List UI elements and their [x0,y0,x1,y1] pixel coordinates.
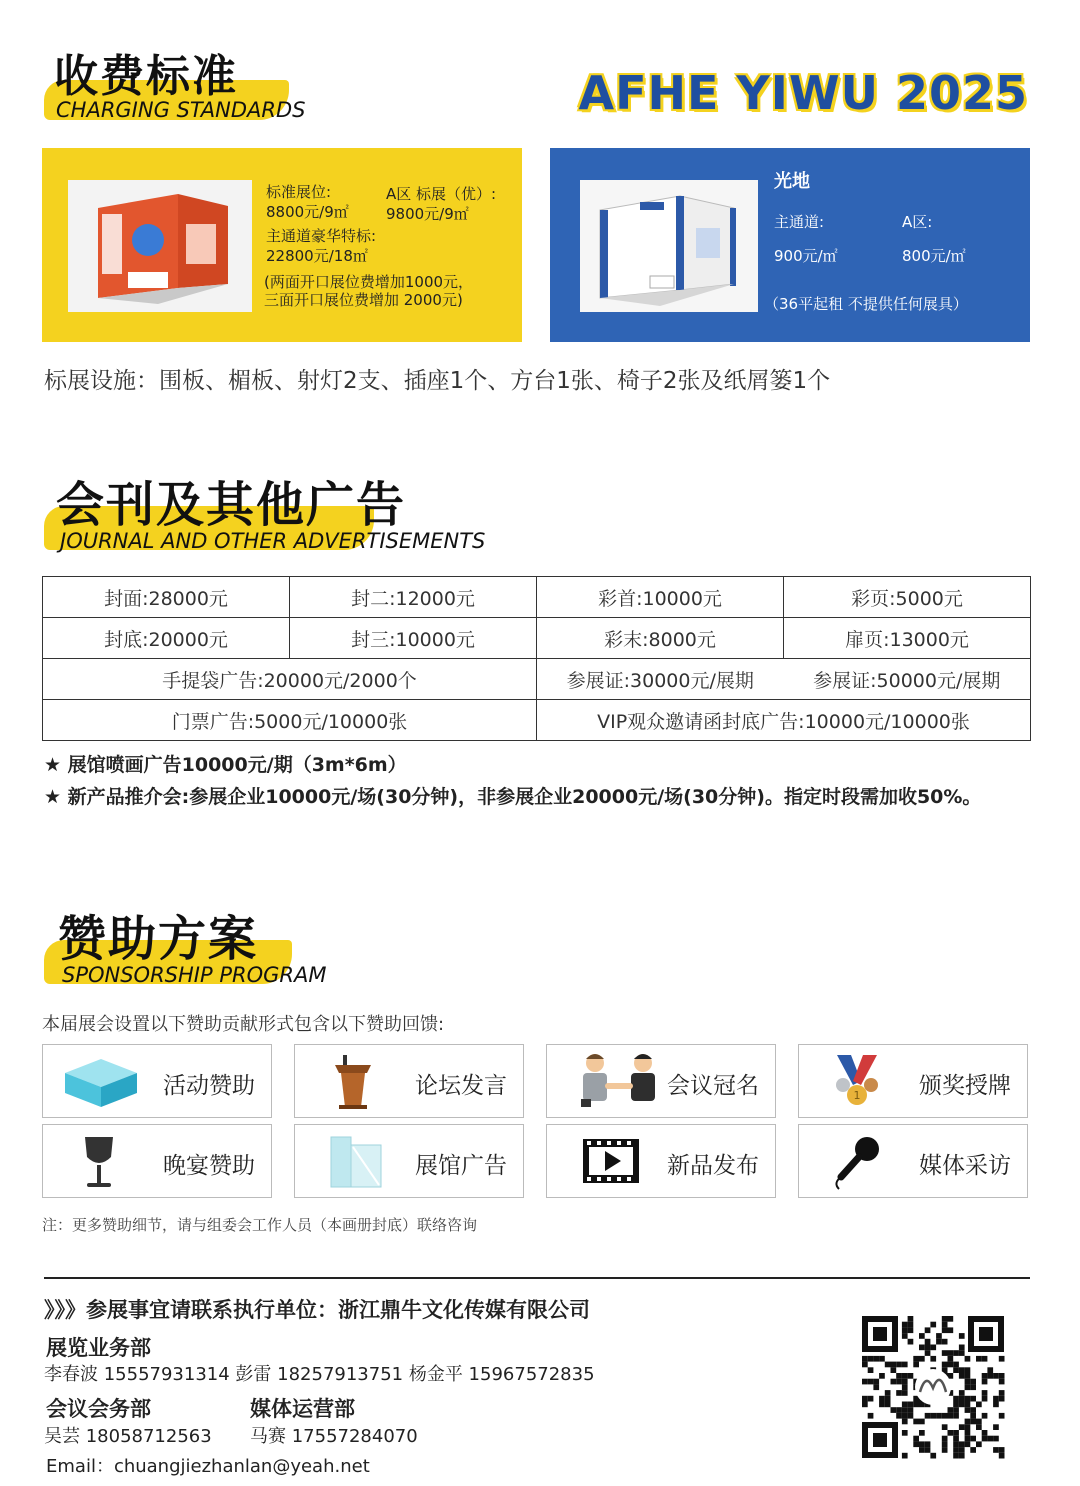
qr-module [993,1424,999,1430]
qr-module [902,1419,908,1425]
qr-module [953,1362,959,1368]
heading-en: SPONSORSHIP PROGRAM [62,963,327,987]
qr-module [919,1430,925,1436]
qr-module [948,1356,954,1362]
dept-exhibition: 展览业务部 [46,1336,151,1360]
qr-module [942,1339,948,1345]
qr-module [942,1362,948,1368]
qr-module [902,1322,908,1328]
qr-module [942,1441,948,1447]
qr-module [902,1384,908,1390]
opening-note-2: 三面开口展位费增加 2000元) [264,291,463,309]
qr-module [965,1436,971,1442]
qr-module [862,1356,868,1362]
qr-code[interactable] [858,1312,1008,1462]
qr-module [959,1373,965,1379]
qr-module [999,1373,1005,1379]
sponsor-item-label: 媒体采访 [919,1153,1011,1179]
qr-module [959,1350,965,1356]
qr-module [862,1402,868,1408]
contact-organizer: 》》》参展事宜请联系执行单位：浙江鼎牛文化传媒有限公司 [44,1298,590,1322]
qr-module [959,1453,965,1459]
table-cell: 彩页:5000元 [784,577,1031,618]
qr-module [942,1436,948,1442]
qr-module [970,1379,976,1385]
brand-title: AFHE YIWU 2025 [578,66,1028,120]
sponsor-item-label: 新品发布 [667,1153,759,1179]
qr-module [953,1350,959,1356]
qr-module [902,1379,908,1385]
qr-module [953,1453,959,1459]
qr-module [953,1413,959,1419]
qr-module [925,1413,931,1419]
qr-module [970,1436,976,1442]
qr-module [885,1390,891,1396]
qr-module [862,1379,868,1385]
heading-cn: 会刊及其他广告 [56,477,407,533]
qr-module [936,1333,942,1339]
qr-module [959,1396,965,1402]
section-heading-charging [44,38,344,128]
qr-module [959,1367,965,1373]
qr-module [965,1430,971,1436]
qr-module [999,1396,1005,1402]
qr-module [948,1362,954,1368]
sponsor-item-label: 会议冠名 [667,1073,759,1099]
qr-module [970,1384,976,1390]
qr-module [953,1441,959,1447]
qr-module [902,1402,908,1408]
qr-module [959,1333,965,1339]
table-cell: 手提袋广告:20000元/2000个 [43,659,537,700]
qr-module [999,1453,1005,1459]
qr-module [999,1379,1005,1385]
qr-module [987,1373,993,1379]
cube-icon [61,1051,141,1111]
qr-module [925,1327,931,1333]
qr-module [953,1430,959,1436]
qr-module [942,1327,948,1333]
qr-module [919,1419,925,1425]
qr-module [982,1436,988,1442]
table-row [43,659,1031,700]
qr-module [976,1424,982,1430]
qr-module [965,1396,971,1402]
qr-module [908,1316,914,1322]
qr-module [913,1436,919,1442]
qr-module [999,1413,1005,1419]
qr-module [982,1379,988,1385]
qr-module [919,1441,925,1447]
qr-module [913,1441,919,1447]
dept-exhibition-contacts: 李春波 15557931314 彭雷 18257913751 杨金平 15967572835 [44,1364,595,1385]
microphone-icon [827,1131,907,1191]
standard-booth-panel [42,148,522,342]
sponsor-item-event [42,1044,272,1118]
qr-module [885,1402,891,1408]
qr-module [965,1407,971,1413]
wine-glass-icon [69,1131,149,1191]
qr-module [976,1419,982,1425]
qr-module [948,1316,954,1322]
qr-module [930,1413,936,1419]
qr-module [913,1362,919,1368]
qr-module [902,1453,908,1459]
qr-module [965,1373,971,1379]
qr-module [965,1367,971,1373]
sponsor-item-award [798,1044,1028,1118]
qr-module [942,1316,948,1322]
table-cell: 门票广告:5000元/10000张 [43,700,537,741]
dept-media-contacts: 马赛 17557284070 [250,1426,418,1447]
qr-module [891,1379,897,1385]
sponsor-item-forum [294,1044,524,1118]
qr-module [913,1419,919,1425]
qr-module [959,1441,965,1447]
qr-module [953,1367,959,1373]
qr-module [970,1396,976,1402]
qr-module [970,1407,976,1413]
sponsor-item-label: 展馆广告 [415,1153,507,1179]
raw-a-zone-label: A区: [902,213,933,231]
qr-module [902,1390,908,1396]
qr-module [885,1362,891,1368]
qr-module [919,1356,925,1362]
qr-module [970,1419,976,1425]
qr-module [982,1356,988,1362]
podium-icon [313,1051,393,1111]
qr-module [868,1367,874,1373]
qr-module [993,1373,999,1379]
section-heading-advertising [44,466,564,556]
sponsor-item-launch [546,1124,776,1198]
qr-module [953,1447,959,1453]
qr-module [948,1413,954,1419]
qr-module [873,1356,879,1362]
qr-module [982,1413,988,1419]
qr-module [970,1447,976,1453]
qr-module [942,1413,948,1419]
qr-module [902,1430,908,1436]
qr-module [902,1413,908,1419]
sponsor-item-banquet [42,1124,272,1198]
sponsor-item-label: 论坛发言 [415,1073,507,1099]
dept-media: 媒体运营部 [250,1397,355,1421]
qr-module [948,1407,954,1413]
qr-module [987,1436,993,1442]
qr-module [930,1453,936,1459]
qr-module [959,1447,965,1453]
raw-space-panel [550,148,1030,342]
qr-module [936,1413,942,1419]
section-heading-sponsorship [44,900,404,990]
qr-module [993,1436,999,1442]
table-cell: 彩末:8000元 [537,618,784,659]
qr-module [919,1333,925,1339]
qr-module [965,1441,971,1447]
qr-module [993,1402,999,1408]
qr-module [942,1350,948,1356]
qr-module [902,1407,908,1413]
heading-cn: 赞助方案 [58,911,259,967]
qr-module [908,1322,914,1328]
raw-space-note: （36平起租 不提供任何展具） [764,295,968,313]
qr-module [879,1356,885,1362]
qr-module [948,1327,954,1333]
qr-module [965,1419,971,1425]
qr-module [908,1402,914,1408]
qr-module [896,1362,902,1368]
sponsor-item-label: 颁奖授牌 [919,1073,1011,1099]
qr-module [885,1396,891,1402]
standard-facilities: 标展设施：围板、楣板、射灯2支、插座1个、方台1张、椅子2张及纸屑篓1个 [44,368,831,394]
qr-module [948,1350,954,1356]
table-cell: 封底:20000元 [43,618,290,659]
qr-module [868,1379,874,1385]
qr-module [896,1407,902,1413]
raw-space-title: 光地 [774,171,810,192]
standard-booth-image [68,180,252,312]
qr-module [999,1447,1005,1453]
contact-email: Email：chuangjiezhanlan@yeah.net [46,1456,370,1477]
qr-module [982,1396,988,1402]
qr-module [953,1436,959,1442]
qr-module [953,1407,959,1413]
table-row [43,618,1031,659]
qr-module [976,1441,982,1447]
qr-module [896,1390,902,1396]
qr-module [993,1396,999,1402]
sponsor-item-label: 活动赞助 [163,1073,255,1099]
qr-module [999,1390,1005,1396]
table-row [43,577,1031,618]
qr-module [959,1402,965,1408]
qr-module [902,1362,908,1368]
qr-module [993,1447,999,1453]
qr-module [902,1333,908,1339]
qr-module [908,1339,914,1345]
a-zone-label: A区 标展（优）: [386,185,497,203]
qr-module [942,1447,948,1453]
raw-a-zone-price: 800元/㎡ [902,247,966,265]
qr-module [965,1402,971,1408]
standard-booth-label: 标准展位: [266,183,332,201]
dept-conference: 会议会务部 [46,1397,151,1421]
main-aisle-price: 22800元/18㎡ [266,247,368,265]
qr-module [930,1356,936,1362]
qr-module [879,1402,885,1408]
qr-module [902,1373,908,1379]
qr-module [908,1327,914,1333]
film-play-icon [579,1131,659,1191]
table-row [43,700,1031,741]
qr-module [987,1367,993,1373]
qr-module [925,1339,931,1345]
qr-module [908,1407,914,1413]
glass-panel-icon [325,1131,405,1191]
sponsor-item-label: 晚宴赞助 [163,1153,255,1179]
raw-space-image [580,180,758,312]
qr-module [965,1379,971,1385]
qr-module [930,1345,936,1351]
table-cell: 参展证:30000元/展期 [537,659,784,700]
svg-text:1: 1 [853,1089,861,1102]
heading-en: CHARGING STANDARDS [56,98,306,122]
qr-module [982,1373,988,1379]
qr-module [959,1390,965,1396]
qr-module [868,1356,874,1362]
ad-note-product-launch: ★ 新产品推介会:参展企业10000元/场(30分钟)，非参展企业20000元/场(30分钟)。指定时段需加收50%。 [44,786,982,808]
qr-module [936,1339,942,1345]
standard-booth-price: 8800元/9㎡ [266,203,349,221]
qr-module [942,1322,948,1328]
qr-module [908,1373,914,1379]
heading-cn: 收费标准 [54,51,238,102]
qr-module [925,1350,931,1356]
qr-module [891,1367,897,1373]
sponsorship-note: 注：更多赞助细节，请与组委会工作人员（本画册封底）联络咨询 [42,1216,478,1234]
handshake-icon [571,1051,667,1111]
qr-module [942,1424,948,1430]
qr-module [925,1447,931,1453]
qr-module [953,1396,959,1402]
qr-module [953,1402,959,1408]
qr-module [896,1373,902,1379]
table-cell: 扉页:13000元 [784,618,1031,659]
qr-module [959,1424,965,1430]
table-cell: 封面:28000元 [43,577,290,618]
qr-module [919,1345,925,1351]
qr-module [976,1402,982,1408]
table-cell: 彩首:10000元 [537,577,784,618]
qr-module [862,1362,868,1368]
sponsor-item-naming [546,1044,776,1118]
main-aisle-label: 主通道豪华特标: [266,227,377,245]
ad-note-hall-painting: ★ 展馆喷画广告10000元/期（3m*6m） [44,754,407,776]
qr-module [930,1322,936,1328]
qr-module [879,1373,885,1379]
qr-module [908,1413,914,1419]
qr-module [873,1384,879,1390]
qr-module [896,1413,902,1419]
qr-module [873,1379,879,1385]
qr-module [913,1356,919,1362]
table-cell: 参展证:50000元/展期 [784,659,1031,700]
opening-note-1: (两面开口展位费增加1000元， [264,273,474,291]
heading-en: JOURNAL AND OTHER ADVERTISEMENTS [60,529,486,553]
qr-module [976,1356,982,1362]
qr-module [902,1327,908,1333]
sponsor-item-hall-ad [294,1124,524,1198]
raw-main-aisle-label: 主通道: [774,213,825,231]
qr-module [868,1413,874,1419]
qr-module [868,1396,874,1402]
medal-icon [827,1051,907,1111]
qr-module [948,1430,954,1436]
qr-module [925,1345,931,1351]
qr-module [891,1362,897,1368]
sponsorship-intro: 本届展会设置以下赞助贡献形式包含以下赞助回馈: [42,1014,445,1035]
table-cell: 封三:10000元 [290,618,537,659]
qr-module [970,1413,976,1419]
qr-module [879,1396,885,1402]
qr-module [862,1396,868,1402]
qr-module [896,1379,902,1385]
qr-module [982,1430,988,1436]
raw-main-aisle-price: 900元/㎡ [774,247,838,265]
qr-module [999,1356,1005,1362]
ad-price-table [42,576,1031,741]
divider [44,1277,1030,1279]
table-cell: 封二:12000元 [290,577,537,618]
qr-module [925,1441,931,1447]
sponsor-item-media [798,1124,1028,1198]
qr-module [965,1356,971,1362]
table-cell: VIP观众邀请函封底广告:10000元/10000张 [537,700,1031,741]
a-zone-price: 9800元/9㎡ [386,205,469,223]
dept-conference-contacts: 吴芸 18058712563 [44,1426,212,1447]
qr-module [913,1402,919,1408]
qr-module [919,1447,925,1453]
qr-module [965,1424,971,1430]
qr-module [982,1390,988,1396]
qr-module [965,1384,971,1390]
qr-module [891,1407,897,1413]
qr-module [959,1345,965,1351]
